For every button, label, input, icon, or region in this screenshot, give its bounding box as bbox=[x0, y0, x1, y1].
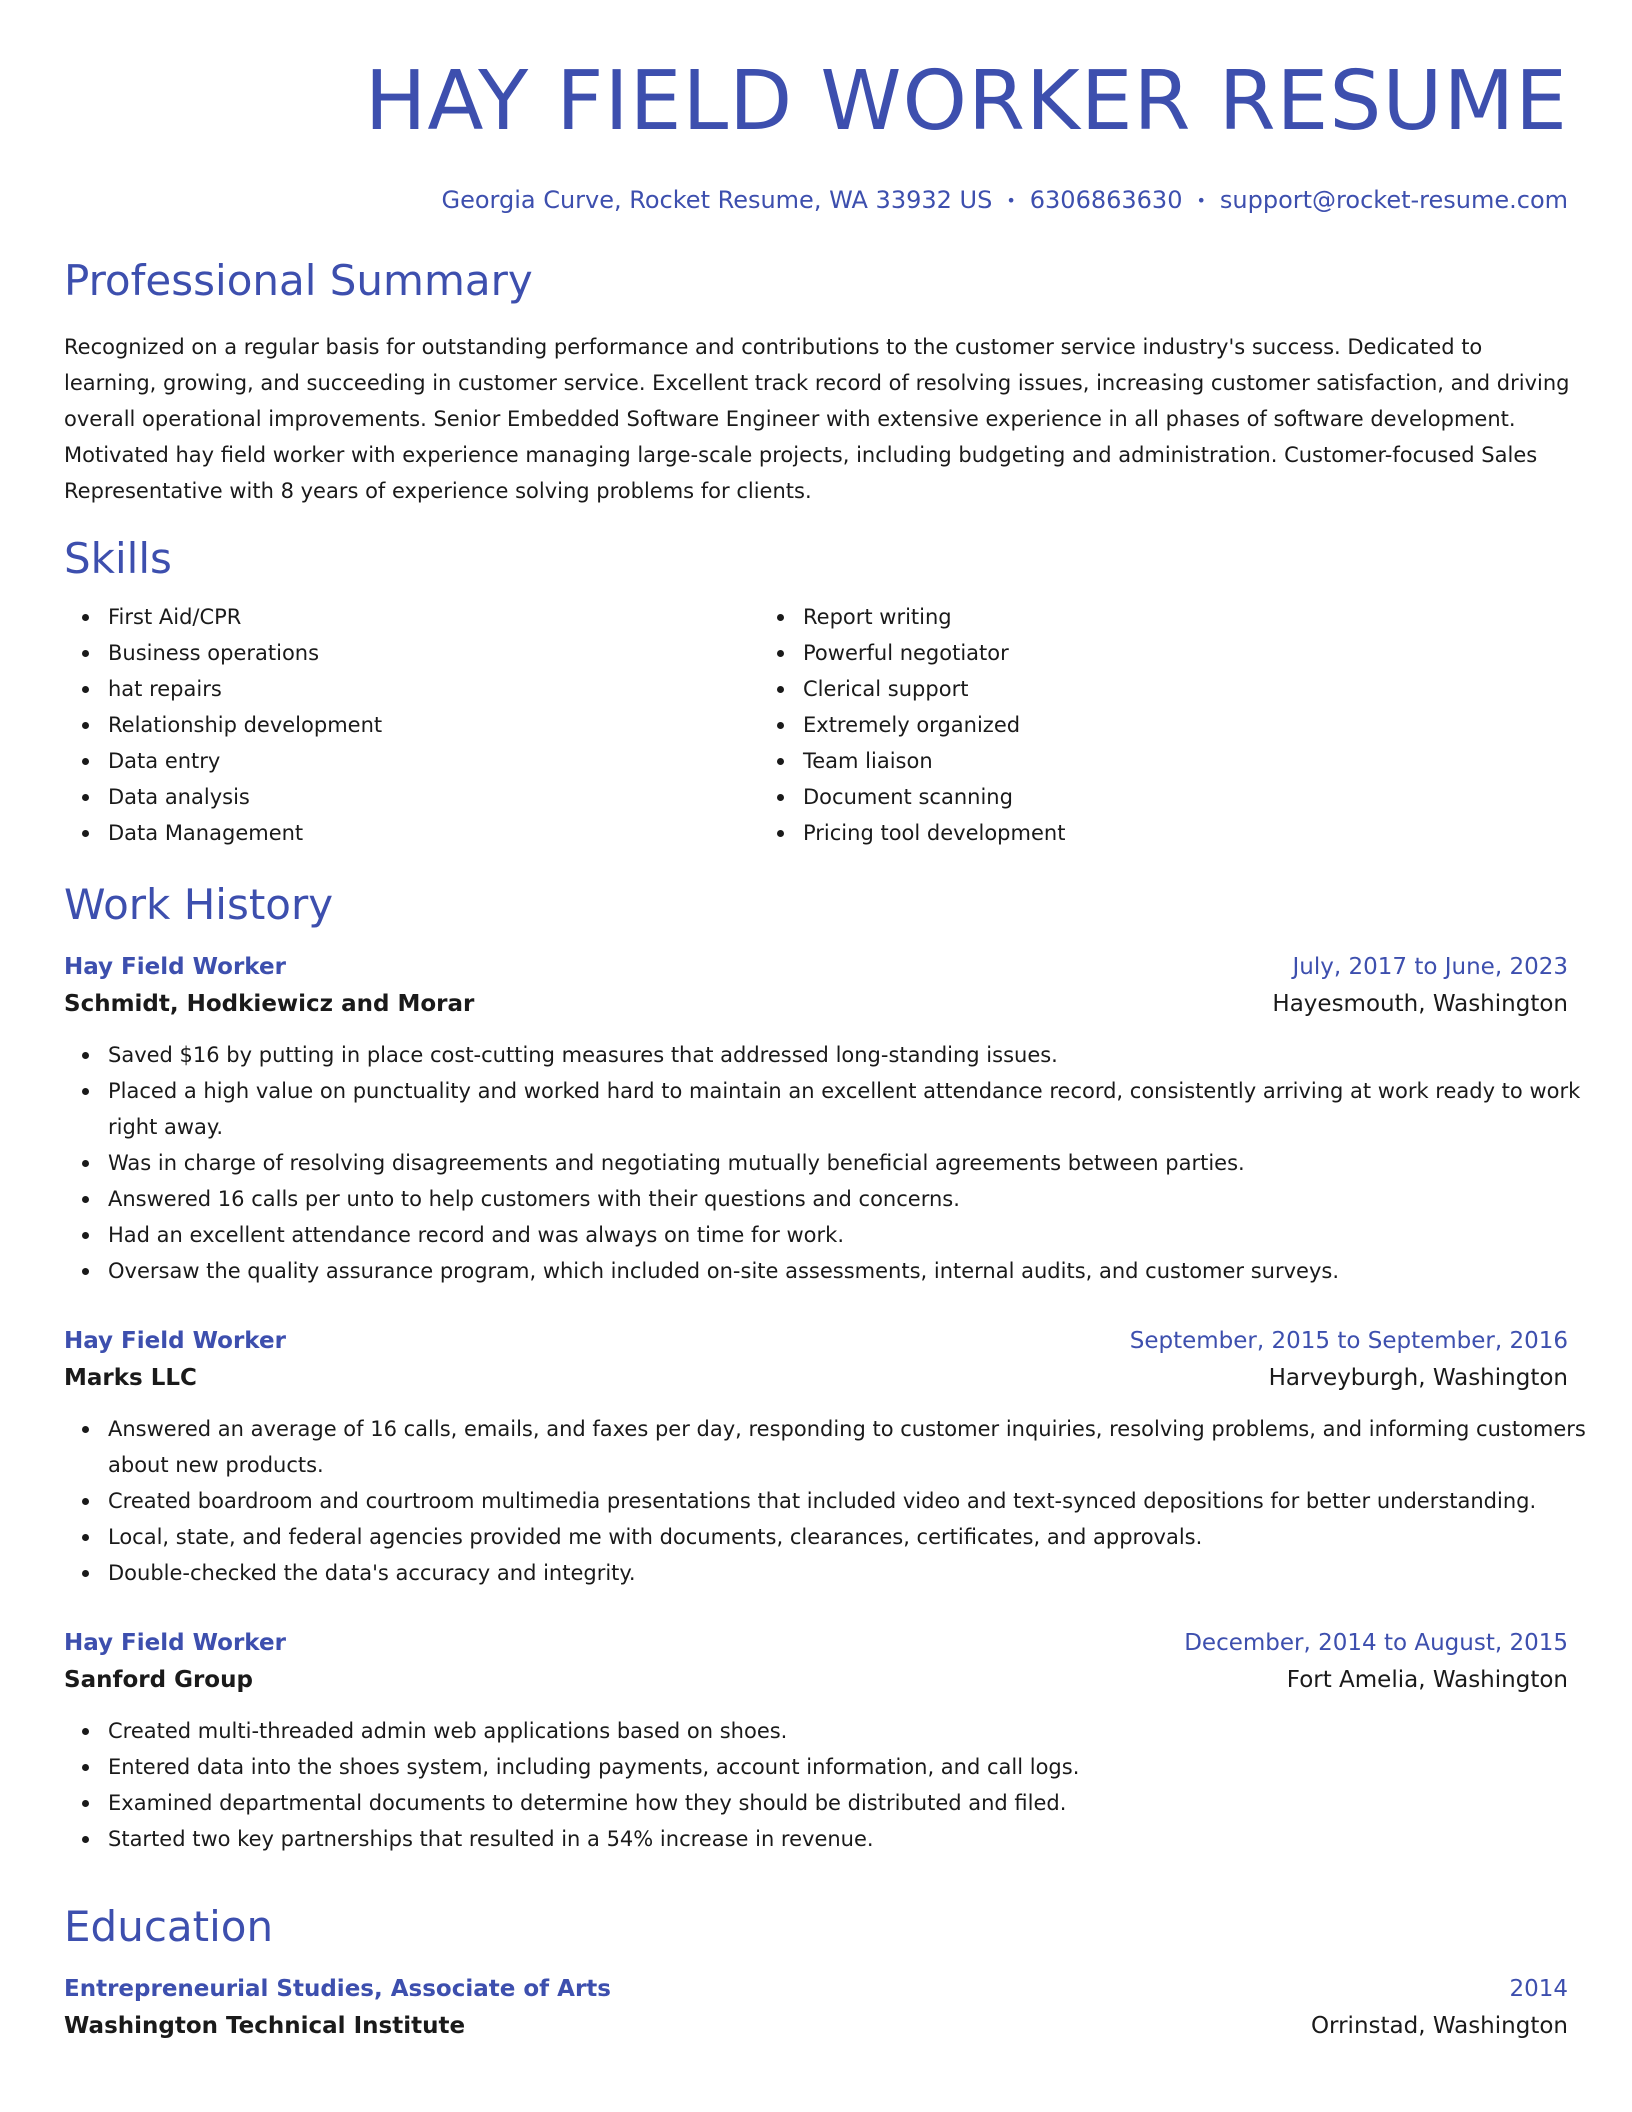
contact-address: Georgia Curve, Rocket Resume, WA 33932 US bbox=[441, 186, 993, 214]
job-dates: July, 2017 to June, 2023 bbox=[1292, 954, 1568, 980]
skill-item: Data Management bbox=[108, 815, 759, 851]
education-entry bbox=[64, 1971, 1568, 2045]
job-bullet: Local, state, and federal agencies provided me with documents, clearances, certificates, and approvals. bbox=[108, 1519, 1624, 1555]
job-location: Hayesmouth, Washington bbox=[1272, 991, 1568, 1017]
job-title: Hay Field Worker bbox=[64, 1630, 286, 1656]
contact-line bbox=[64, 182, 1568, 221]
job-bullet: Created multi-threaded admin web applications based on shoes. bbox=[108, 1713, 1624, 1749]
job-employer: Schmidt, Hodkiewicz and Morar bbox=[64, 991, 475, 1017]
job-location: Harveyburgh, Washington bbox=[1268, 1365, 1568, 1391]
bullet-separator: • bbox=[1006, 191, 1016, 210]
section-title-education: Education bbox=[64, 1902, 274, 1951]
job-title: Hay Field Worker bbox=[64, 1328, 286, 1354]
contact-email: support@rocket-resume.com bbox=[1219, 186, 1568, 214]
job-bullet: Was in charge of resolving disagreements and negotiating mutually beneficial agreements between parties. bbox=[108, 1145, 1624, 1181]
education-school: Washington Technical Institute bbox=[64, 2013, 466, 2039]
job-employer: Marks LLC bbox=[64, 1365, 197, 1391]
job-bullet: Oversaw the quality assurance program, which included on-site assessments, internal audits, and customer surveys. bbox=[108, 1253, 1624, 1289]
section-title-summary: Professional Summary bbox=[64, 256, 533, 305]
job-dates: September, 2015 to September, 2016 bbox=[1129, 1328, 1568, 1354]
job-bullets bbox=[64, 1037, 1624, 1289]
skill-item: Data entry bbox=[108, 743, 759, 779]
section-title-work-history: Work History bbox=[64, 880, 334, 929]
skills-list bbox=[64, 599, 1568, 851]
job-bullet: Entered data into the shoes system, including payments, account information, and call logs. bbox=[108, 1749, 1624, 1785]
education-degree: Entrepreneurial Studies, Associate of Arts bbox=[64, 1976, 611, 2002]
skill-item: Extremely organized bbox=[803, 707, 1549, 743]
education-location: Orrinstad, Washington bbox=[1310, 2013, 1568, 2039]
skill-item: Team liaison bbox=[803, 743, 1549, 779]
job-entry bbox=[64, 949, 1581, 1289]
job-bullets bbox=[64, 1411, 1624, 1591]
job-bullet: Double-checked the data's accuracy and integrity. bbox=[108, 1555, 1624, 1591]
skill-item: First Aid/CPR bbox=[108, 599, 759, 635]
job-entry bbox=[64, 1625, 1568, 1857]
skill-item: Report writing bbox=[803, 599, 1549, 635]
skill-item: Clerical support bbox=[803, 671, 1549, 707]
summary-text: Recognized on a regular basis for outstanding performance and contributions to the customer service industry's success. Dedicated to learning, growing, and succeeding in customer service. Excellent track record of resolving issues, increasing customer satisfaction, and driving overall operational improvements. Senior Embedded Software Engineer with extensive experience in all phases of software development. Motivated hay field worker with experience managing large-scale projects, including budgeting and administration. Customer-focused Sales Representative with 8 years of experience solving problems for clients. bbox=[64, 335, 1570, 503]
skill-item: hat repairs bbox=[108, 671, 759, 707]
job-bullets bbox=[64, 1713, 1624, 1857]
job-bullet: Answered 16 calls per unto to help customers with their questions and concerns. bbox=[108, 1181, 1624, 1217]
job-bullet: Placed a high value on punctuality and worked hard to maintain an excellent attendance record, consistently arriving at work ready to work right away. bbox=[108, 1073, 1624, 1145]
job-bullet: Created boardroom and courtroom multimedia presentations that included video and text-synced depositions for better understanding. bbox=[108, 1483, 1624, 1519]
skills-column-right bbox=[759, 599, 1549, 851]
job-bullet: Started two key partnerships that resulted in a 54% increase in revenue. bbox=[108, 1821, 1624, 1857]
skill-item: Business operations bbox=[108, 635, 759, 671]
job-bullet: Answered an average of 16 calls, emails, and faxes per day, responding to customer inquiries, resolving problems, and informing customers about new products. bbox=[108, 1411, 1624, 1483]
skill-item: Data analysis bbox=[108, 779, 759, 815]
skill-item: Pricing tool development bbox=[803, 815, 1549, 851]
contact-phone: 6306863630 bbox=[1029, 186, 1183, 214]
job-dates: December, 2014 to August, 2015 bbox=[1184, 1630, 1568, 1656]
job-bullet: Examined departmental documents to determine how they should be distributed and filed. bbox=[108, 1785, 1624, 1821]
education-year: 2014 bbox=[1509, 1976, 1568, 2002]
skills-column-left bbox=[64, 599, 759, 851]
skill-item: Relationship development bbox=[108, 707, 759, 743]
job-bullet: Had an excellent attendance record and was always on time for work. bbox=[108, 1217, 1624, 1253]
skill-item: Powerful negotiator bbox=[803, 635, 1549, 671]
job-title: Hay Field Worker bbox=[64, 954, 286, 980]
job-employer: Sanford Group bbox=[64, 1667, 253, 1693]
job-location: Fort Amelia, Washington bbox=[1286, 1667, 1568, 1693]
job-bullet: Saved $16 by putting in place cost-cutting measures that addressed long-standing issues. bbox=[108, 1037, 1624, 1073]
job-entry bbox=[64, 1323, 1586, 1591]
skill-item: Document scanning bbox=[803, 779, 1549, 815]
section-title-skills: Skills bbox=[64, 534, 172, 583]
bullet-separator: • bbox=[1196, 191, 1206, 210]
resume-title: HAY FIELD WORKER RESUME bbox=[364, 54, 1568, 149]
